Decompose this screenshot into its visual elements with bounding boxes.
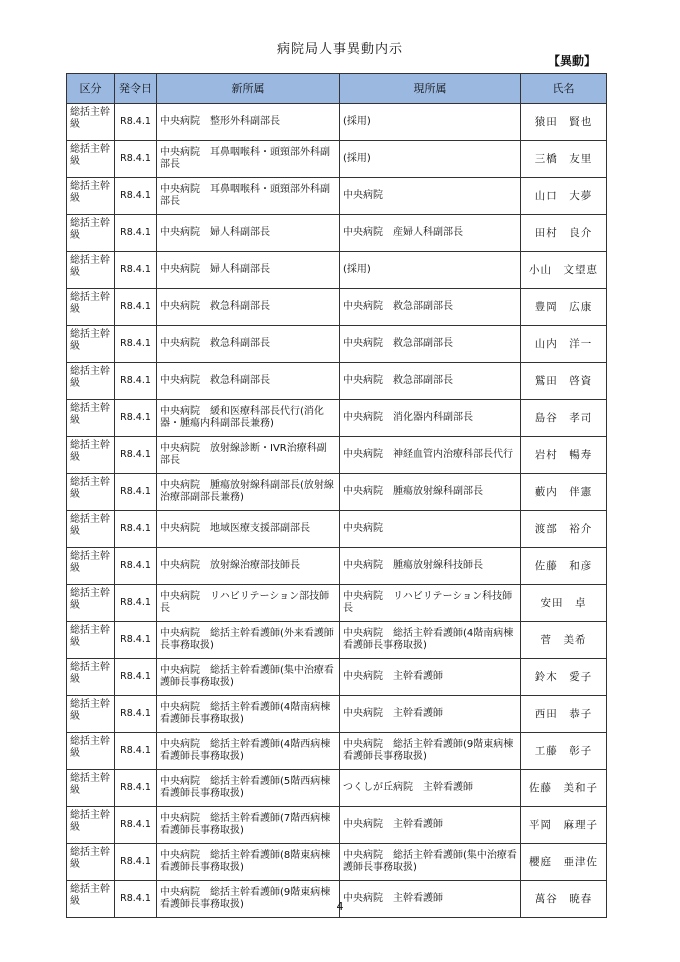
row-category: 総括主幹級	[67, 215, 115, 252]
table-row	[67, 437, 607, 474]
row-current-post: (採用)	[340, 104, 521, 141]
row-new-post: 中央病院 総括主幹看護師(4階南病棟看護師長事務取扱)	[157, 696, 340, 733]
header-new-post: 新所属	[157, 74, 340, 104]
row-new-post: 中央病院 耳鼻咽喉科・頭頸部外科副部長	[157, 178, 340, 215]
row-current-post: 中央病院 産婦人科副部長	[340, 215, 521, 252]
row-category: 総括主幹級	[67, 511, 115, 548]
row-name: 渡部 裕介	[521, 511, 607, 548]
row-new-post: 中央病院 耳鼻咽喉科・頭頸部外科副部長	[157, 141, 340, 178]
row-name: 岩村 暢寿	[521, 437, 607, 474]
table-row	[67, 733, 607, 770]
row-name: 小山 文望恵	[521, 252, 607, 289]
row-date: R8.4.1	[115, 215, 157, 252]
row-new-post: 中央病院 総括主幹看護師(9階東病棟看護師長事務取扱)	[157, 881, 340, 918]
table-row	[67, 622, 607, 659]
row-current-post: 中央病院 神経血管内治療科部長代行	[340, 437, 521, 474]
row-date: R8.4.1	[115, 659, 157, 696]
row-current-post: 中央病院 救急部副部長	[340, 363, 521, 400]
row-name: 田村 良介	[521, 215, 607, 252]
row-category: 総括主幹級	[67, 807, 115, 844]
header-name: 氏名	[521, 74, 607, 104]
row-new-post: 中央病院 総括主幹看護師(8階東病棟看護師長事務取扱)	[157, 844, 340, 881]
row-date: R8.4.1	[115, 770, 157, 807]
row-name: 山口 大夢	[521, 178, 607, 215]
row-date: R8.4.1	[115, 733, 157, 770]
row-category: 総括主幹級	[67, 844, 115, 881]
row-name: 工藤 彰子	[521, 733, 607, 770]
row-date: R8.4.1	[115, 696, 157, 733]
row-date: R8.4.1	[115, 881, 157, 918]
table-row	[67, 696, 607, 733]
row-current-post: 中央病院 総括主幹看護師(9階東病棟看護師長事務取扱)	[340, 733, 521, 770]
row-date: R8.4.1	[115, 585, 157, 622]
row-new-post: 中央病院 腫瘍放射線科副部長(放射線治療部副部長兼務)	[157, 474, 340, 511]
row-category: 総括主幹級	[67, 104, 115, 141]
row-category: 総括主幹級	[67, 733, 115, 770]
row-category: 総括主幹級	[67, 881, 115, 918]
row-category: 総括主幹級	[67, 548, 115, 585]
row-name: 萬谷 暁春	[521, 881, 607, 918]
table-header-row	[67, 74, 607, 104]
header-category: 区分	[67, 74, 115, 104]
table-row	[67, 141, 607, 178]
table-row	[67, 400, 607, 437]
row-new-post: 中央病院 救急科副部長	[157, 363, 340, 400]
category-tag: 【異動】	[548, 54, 597, 68]
row-category: 総括主幹級	[67, 770, 115, 807]
row-new-post: 中央病院 総括主幹看護師(7階西病棟看護師長事務取扱)	[157, 807, 340, 844]
table-row	[67, 104, 607, 141]
row-category: 総括主幹級	[67, 178, 115, 215]
row-new-post: 中央病院 地域医療支援部副部長	[157, 511, 340, 548]
row-date: R8.4.1	[115, 289, 157, 326]
table-row	[67, 511, 607, 548]
personnel-table	[66, 73, 607, 918]
row-date: R8.4.1	[115, 326, 157, 363]
row-current-post: (採用)	[340, 252, 521, 289]
table-row	[67, 807, 607, 844]
row-category: 総括主幹級	[67, 437, 115, 474]
row-date: R8.4.1	[115, 141, 157, 178]
row-name: 安田 卓	[521, 585, 607, 622]
row-name: 豊岡 広康	[521, 289, 607, 326]
row-current-post: 中央病院 腫瘍放射線科副部長	[340, 474, 521, 511]
row-date: R8.4.1	[115, 511, 157, 548]
row-new-post: 中央病院 放射線治療部技師長	[157, 548, 340, 585]
row-date: R8.4.1	[115, 437, 157, 474]
row-current-post: 中央病院 総括主幹看護師(4階南病棟看護師長事務取扱)	[340, 622, 521, 659]
row-name: 山内 洋一	[521, 326, 607, 363]
table-row	[67, 770, 607, 807]
row-new-post: 中央病院 婦人科副部長	[157, 252, 340, 289]
row-category: 総括主幹級	[67, 252, 115, 289]
row-date: R8.4.1	[115, 252, 157, 289]
row-current-post: 中央病院 消化器内科副部長	[340, 400, 521, 437]
table-row	[67, 289, 607, 326]
row-new-post: 中央病院 救急科副部長	[157, 326, 340, 363]
row-date: R8.4.1	[115, 474, 157, 511]
row-date: R8.4.1	[115, 807, 157, 844]
table-row	[67, 585, 607, 622]
row-name: 菅 美希	[521, 622, 607, 659]
row-name: 鷲田 啓資	[521, 363, 607, 400]
row-name: 藪内 伴憲	[521, 474, 607, 511]
table-row	[67, 844, 607, 881]
row-category: 総括主幹級	[67, 659, 115, 696]
table-row	[67, 659, 607, 696]
row-new-post: 中央病院 整形外科副部長	[157, 104, 340, 141]
row-date: R8.4.1	[115, 622, 157, 659]
row-current-post: 中央病院 腫瘍放射線科技師長	[340, 548, 521, 585]
row-current-post: 中央病院 主幹看護師	[340, 659, 521, 696]
row-current-post: 中央病院	[340, 178, 521, 215]
row-new-post: 中央病院 リハビリテーション部技師長	[157, 585, 340, 622]
row-name: 三橋 友里	[521, 141, 607, 178]
page-number: 4	[336, 900, 344, 913]
row-name: 鈴木 愛子	[521, 659, 607, 696]
row-name: 佐藤 和彦	[521, 548, 607, 585]
table-row	[67, 474, 607, 511]
row-current-post: 中央病院 リハビリテーション科技師長	[340, 585, 521, 622]
row-name: 西田 恭子	[521, 696, 607, 733]
header-date: 発令日	[115, 74, 157, 104]
header-current-post: 現所属	[340, 74, 521, 104]
row-name: 櫻庭 亜津佐	[521, 844, 607, 881]
row-new-post: 中央病院 総括主幹看護師(5階西病棟看護師長事務取扱)	[157, 770, 340, 807]
row-category: 総括主幹級	[67, 622, 115, 659]
table-row	[67, 326, 607, 363]
row-new-post: 中央病院 総括主幹看護師(集中治療看護師長事務取扱)	[157, 659, 340, 696]
row-date: R8.4.1	[115, 104, 157, 141]
table-row	[67, 363, 607, 400]
row-new-post: 中央病院 救急科副部長	[157, 289, 340, 326]
row-category: 総括主幹級	[67, 363, 115, 400]
row-new-post: 中央病院 婦人科副部長	[157, 215, 340, 252]
row-new-post: 中央病院 総括主幹看護師(外来看護師長事務取扱)	[157, 622, 340, 659]
row-name: 島谷 孝司	[521, 400, 607, 437]
row-name: 佐藤 美和子	[521, 770, 607, 807]
row-current-post: 中央病院 主幹看護師	[340, 807, 521, 844]
row-category: 総括主幹級	[67, 585, 115, 622]
row-category: 総括主幹級	[67, 400, 115, 437]
row-current-post: 中央病院	[340, 511, 521, 548]
row-current-post: 中央病院 主幹看護師	[340, 696, 521, 733]
row-current-post: つくしが丘病院 主幹看護師	[340, 770, 521, 807]
row-category: 総括主幹級	[67, 141, 115, 178]
row-current-post: 中央病院 総括主幹看護師(集中治療看護師長事務取扱)	[340, 844, 521, 881]
row-current-post: (採用)	[340, 141, 521, 178]
row-new-post: 中央病院 放射線診断・IVR治療科副部長	[157, 437, 340, 474]
row-current-post: 中央病院 救急部副部長	[340, 326, 521, 363]
row-date: R8.4.1	[115, 178, 157, 215]
document-title: 病院局人事異動内示	[276, 42, 403, 57]
row-name: 平岡 麻理子	[521, 807, 607, 844]
row-category: 総括主幹級	[67, 696, 115, 733]
row-date: R8.4.1	[115, 400, 157, 437]
row-category: 総括主幹級	[67, 474, 115, 511]
row-date: R8.4.1	[115, 548, 157, 585]
row-current-post: 中央病院 救急部副部長	[340, 289, 521, 326]
table-row	[67, 215, 607, 252]
row-current-post: 中央病院 主幹看護師	[340, 881, 521, 918]
row-name: 猿田 賢也	[521, 104, 607, 141]
table-row	[67, 252, 607, 289]
row-date: R8.4.1	[115, 844, 157, 881]
row-date: R8.4.1	[115, 363, 157, 400]
row-new-post: 中央病院 総括主幹看護師(4階西病棟看護師長事務取扱)	[157, 733, 340, 770]
row-category: 総括主幹級	[67, 289, 115, 326]
table-row	[67, 548, 607, 585]
row-category: 総括主幹級	[67, 326, 115, 363]
table-row	[67, 178, 607, 215]
row-new-post: 中央病院 緩和医療科部長代行(消化器・腫瘍内科副部長兼務)	[157, 400, 340, 437]
